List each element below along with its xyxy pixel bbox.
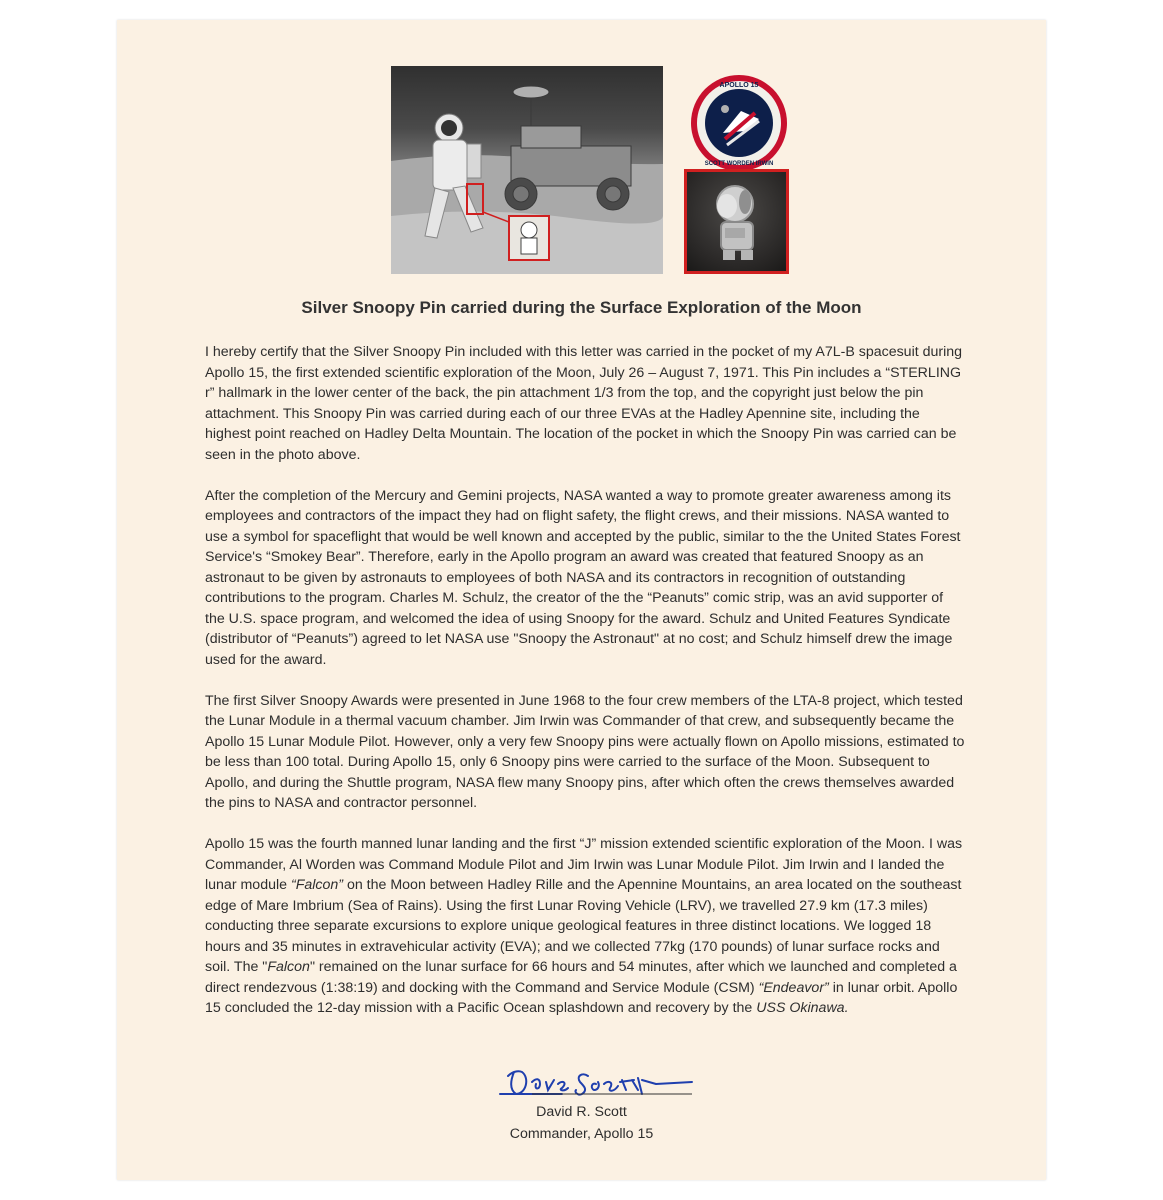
paragraph-text: " remained on the lunar surface for 66 hours and 54 minutes, after which we launched and completed a direct rendezvous (1:38:19) and docking with the Command and Service Module (CSM) — [205, 959, 957, 996]
italic-text: “Falcon” — [290, 877, 344, 893]
certificate-page — [117, 20, 1046, 1180]
paragraph-text: I hereby certify that the Silver Snoopy Pin included with this letter was carried in the pocket of my A7L-B spacesuit during Apollo 15, the first extended scientific exploration of the Moon, July 26 – August 7, 1971. This Pin includes a “STERLING r” hallmark in the lower center of the back, the pin attachment 1/3 from the top, and the copyright just below the pin attachment. This Snoopy Pin was carried during each of our three EVAs at the Hadley Apennine site, including the highest point reached on Hadley Delta Mountain. The location of the pocket in which the Snoopy Pin was carried can be seen in the photo above. — [205, 344, 963, 463]
svg-text:APOLLO 15: APOLLO 15 — [719, 82, 759, 89]
italic-text: “Endeavor” — [758, 979, 829, 996]
signer-role: Commander, Apollo 15 — [509, 1126, 654, 1142]
body-paragraph — [205, 486, 965, 671]
silver-snoopy-pin-photo — [684, 169, 789, 274]
paragraph-text: on the Moon between Hadley Rille and the Apennine Mountains, an area located on the southeast edge of Mare Imbrium (Sea of Rains). Using the first Lunar Roving Vehicle (LRV), we travelled 27.9 km (17.3 miles) conducting three separate excursions to explore unique geological features in three distinct locations. We logged 18 hours and 35 minutes in extravehicular activity (EVA); and we collected 77kg (170 pounds) of lunar surface rocks and soil. The " — [205, 877, 962, 975]
certificate-body — [205, 342, 965, 1039]
lunar-surface-photo — [391, 66, 663, 274]
handwritten-signature — [492, 1060, 722, 1100]
italic-text: Falcon — [267, 959, 310, 975]
svg-text:SCOTT WORDEN IRWIN: SCOTT WORDEN IRWIN — [704, 161, 774, 167]
apollo-15-mission-patch — [689, 73, 789, 173]
body-paragraph — [205, 834, 965, 1019]
signer-name: David R. Scott — [536, 1104, 627, 1120]
italic-text: USS Okinawa. — [756, 1000, 849, 1016]
paragraph-text: Apollo 15 was the fourth manned lunar landing and the first “J” mission extended scientific exploration of the Moon. I was Commander, Al Worden was Command Module Pilot and Jim Irwin was Lunar Module Pilot. Jim Irwin and I landed the lunar module — [205, 836, 963, 893]
paragraph-text: in lunar orbit. Apollo 15 concluded the 12-day mission with a Pacific Ocean splashdown and recovery by the — [205, 979, 958, 1016]
paragraph-text: After the completion of the Mercury and Gemini projects, NASA wanted a way to promote greater awareness among its employees and contractors of the impact they had on flight safety, the flight crews, and their missions. NASA wanted to use a symbol for spaceflight that would be well known and accepted by the public, similar to the the United States Forest Service's “Smokey Bear”. Therefore, early in the Apollo program an award was created that featured Snoopy as an astronaut to be given by astronauts to employees of both NASA and its contractors in recognition of outstanding contributions to the program. Charles M. Schulz, the creator of the the “Peanuts” comic strip, was an avid supporter of the U.S. space program, and welcomed the idea of using Snoopy for the award. Schulz and United Features Syndicate (distributor of “Peanuts”) agreed to let NASA use "Snoopy the Astronaut" at no cost; and Schulz himself drew the image used for the award. — [205, 487, 961, 668]
body-paragraph — [205, 342, 965, 465]
body-paragraph — [205, 691, 965, 814]
document-title: Silver Snoopy Pin carried during the Surface Exploration of the Moon — [301, 298, 862, 317]
paragraph-text: The first Silver Snoopy Awards were presented in June 1968 to the four crew members of the LTA-8 project, which tested the Lunar Module in a thermal vacuum chamber. Jim Irwin was Commander of that crew, and subsequently became the Apollo 15 Lunar Module Pilot. However, only a very few Snoopy pins were actually flown on Apollo missions, estimated to be less than 100 total. During Apollo 15, only 6 Snoopy pins were carried to the surface of the Moon. Subsequent to Apollo, and during the Shuttle program, NASA flew many Snoopy pins, after which often the crews themselves awarded the pins to NASA and contractor personnel. — [205, 692, 965, 811]
